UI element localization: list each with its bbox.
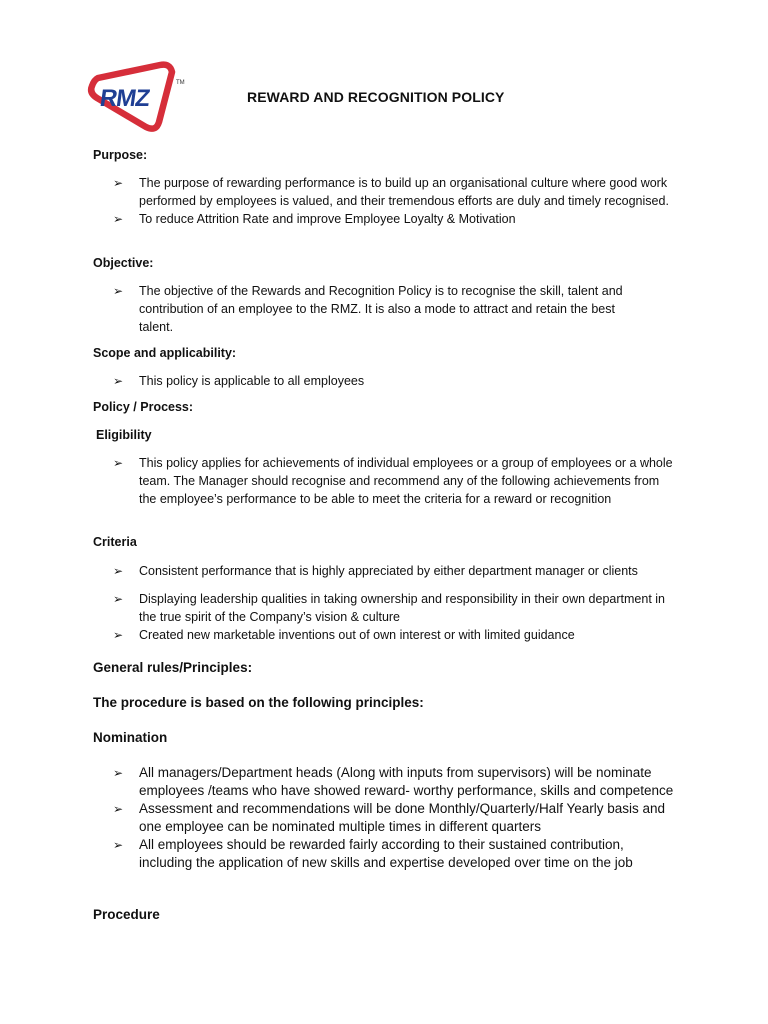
nomination-list (113, 764, 678, 872)
list-item-text: Assessment and recommendations will be done Monthly/Quarterly/Half Yearly basis and one employee can be nominated multiple times in different quarters (139, 801, 666, 834)
general-rules-heading: General rules/Principles: (93, 660, 253, 675)
list-item-text: Created new marketable inventions out of own interest or with limited guidance (139, 628, 575, 642)
list-item (113, 590, 678, 626)
arrow-bullet-icon: ➢ (113, 176, 124, 190)
rmz-logo (80, 56, 192, 140)
list-item-text: This policy applies for achievements of individual employees or a group of employees or a whole team. The Manager should recognise and recommend any of the following achievements from the employee’s performance to be able to meet the criteria for a reward or recognition (139, 456, 673, 506)
purpose-list (113, 174, 673, 228)
arrow-bullet-icon: ➢ (113, 212, 124, 226)
list-item-text: This policy is applicable to all employees (139, 374, 365, 388)
criteria-heading: Criteria (93, 535, 137, 549)
principles-heading: The procedure is based on the following principles: (93, 695, 424, 710)
list-item-text: The purpose of rewarding performance is to build up an organisational culture where good work performed by employees is valued, and their tremendous efforts are duly and timely recognised. (139, 176, 669, 208)
list-item-text: The objective of the Rewards and Recognition Policy is to recognise the skill, talent and contribution of an employee to the RMZ. It is also a mode to attract and retain the best talent. (139, 284, 623, 334)
arrow-bullet-icon: ➢ (113, 284, 124, 298)
arrow-bullet-icon: ➢ (113, 374, 124, 388)
objective-list (113, 282, 643, 336)
logo-text: RMZ (98, 85, 151, 112)
list-item (113, 626, 678, 644)
arrow-bullet-icon: ➢ (113, 564, 124, 578)
list-item (113, 282, 643, 336)
list-item-text: All employees should be rewarded fairly according to their sustained contribution, including the application of new skills and expertise developed over time on the job (139, 837, 633, 870)
list-item-text: All managers/Department heads (Along with inputs from supervisors) will be nominate employees /teams who have showed reward- worthy performance, skills and competence (139, 765, 674, 798)
arrow-bullet-icon: ➢ (113, 592, 124, 606)
arrow-bullet-icon: ➢ (113, 456, 124, 470)
eligibility-heading: Eligibility (96, 428, 152, 442)
criteria-list (113, 562, 678, 644)
logo-trademark: TM (176, 80, 185, 86)
arrow-bullet-icon: ➢ (113, 838, 124, 852)
list-item (113, 454, 673, 508)
list-item (113, 836, 678, 872)
procedure-heading: Procedure (93, 907, 160, 922)
list-item-text: Consistent performance that is highly appreciated by either department manager or clients (139, 564, 638, 578)
arrow-bullet-icon: ➢ (113, 628, 124, 642)
arrow-bullet-icon: ➢ (113, 766, 124, 780)
nomination-heading: Nomination (93, 730, 168, 745)
eligibility-list (113, 454, 673, 508)
list-item (113, 210, 673, 228)
list-item (113, 174, 673, 210)
document-title: REWARD AND RECOGNITION POLICY (247, 89, 505, 105)
list-item (113, 562, 678, 580)
purpose-heading: Purpose: (93, 148, 148, 162)
scope-list (113, 372, 673, 390)
list-item-text: To reduce Attrition Rate and improve Employee Loyalty & Motivation (139, 212, 516, 226)
list-item (113, 372, 673, 390)
scope-heading: Scope and applicability: (93, 346, 237, 360)
list-item-text: Displaying leadership qualities in taking ownership and responsibility in their own department in the true spirit of the Company’s vision & culture (139, 592, 665, 624)
list-item (113, 800, 678, 836)
list-item (113, 764, 678, 800)
objective-heading: Objective: (93, 256, 154, 270)
policy-heading: Policy / Process: (93, 400, 194, 414)
arrow-bullet-icon: ➢ (113, 802, 124, 816)
